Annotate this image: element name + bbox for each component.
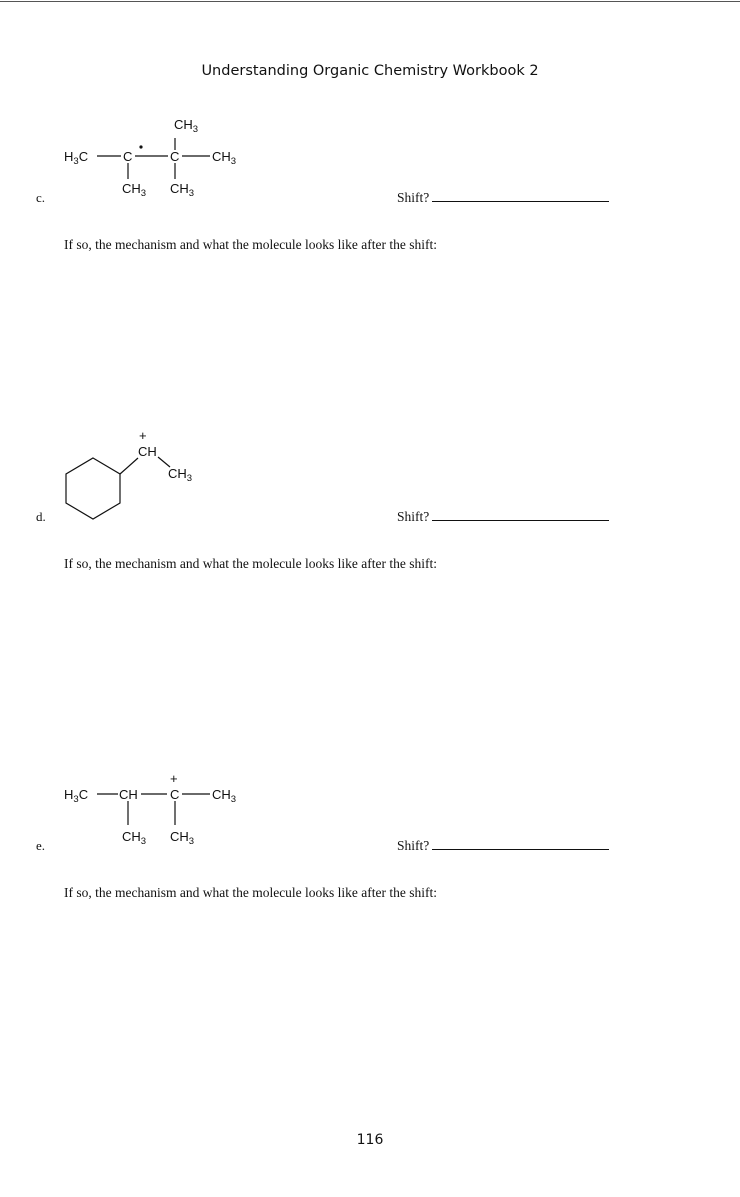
- e-charge: +: [170, 771, 178, 786]
- e-ch-atom: CH: [119, 787, 138, 802]
- shift-label-c: Shift?: [397, 190, 430, 205]
- structure-e-bonds: [97, 794, 210, 825]
- shift-label-e: Shift?: [397, 838, 430, 853]
- prompt-e: If so, the mechanism and what the molecule looks like after the shift:: [64, 885, 438, 900]
- shift-answer-line-e[interactable]: [432, 848, 609, 850]
- c-bottom-group-2: $CH_3$: [170, 181, 195, 199]
- e-cation-atom: C: [170, 787, 180, 802]
- top-rule: [0, 1, 740, 2]
- cyclohexane-ring: [66, 458, 120, 519]
- e-bottom-group-2: $CH_3$: [170, 829, 195, 847]
- c-top-group: $CH_3$: [174, 117, 199, 135]
- problem-label-c: c.: [36, 190, 46, 205]
- shift-answer-line-d[interactable]: [432, 519, 609, 521]
- e-bottom-group-1: $CH_3$: [122, 829, 147, 847]
- d-cation-atom: CH: [138, 444, 157, 459]
- shift-field-c[interactable]: [397, 190, 609, 206]
- c-left-group: $H_3C$: [64, 149, 89, 167]
- radical-dot: [139, 145, 142, 148]
- page-number: 116: [356, 1132, 384, 1148]
- prompt-d: If so, the mechanism and what the molecule looks like after the shift:: [64, 556, 438, 571]
- shift-answer-line-c[interactable]: [432, 200, 609, 202]
- prompt-c: If so, the mechanism and what the molecule looks like after the shift:: [64, 237, 438, 252]
- c-quaternary-atom: C: [170, 149, 180, 164]
- e-right-group: $CH_3$: [212, 787, 237, 805]
- shift-label-d: Shift?: [397, 509, 430, 524]
- d-charge: +: [139, 428, 147, 443]
- e-left-group: $H_3C$: [64, 787, 89, 805]
- d-substituent: $CH_3$: [168, 466, 193, 484]
- running-header: Understanding Organic Chemistry Workbook 2: [201, 63, 539, 79]
- structure-c-bonds: [97, 138, 210, 179]
- c-right-group: $CH_3$: [212, 149, 237, 167]
- c-bottom-group-1: $CH_3$: [122, 181, 147, 199]
- problem-label-e: e.: [36, 838, 46, 853]
- shift-field-d[interactable]: [397, 509, 609, 525]
- problem-label-d: d.: [36, 509, 46, 524]
- shift-field-e[interactable]: [397, 838, 609, 854]
- c-center-atom: C: [123, 149, 133, 164]
